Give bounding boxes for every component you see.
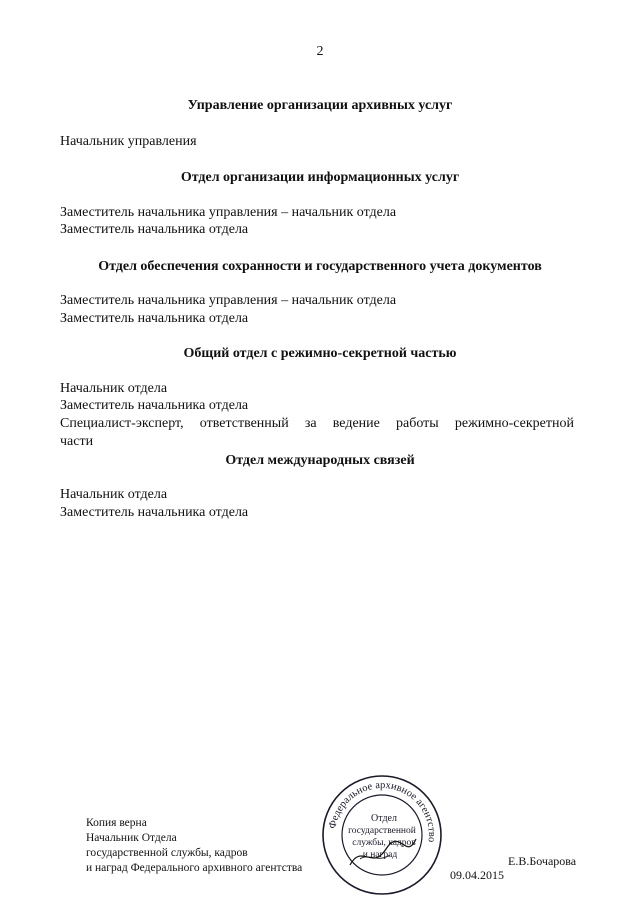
position-line: Заместитель начальника управления – начальник отдела: [60, 293, 397, 308]
certification-line: Копия верна: [86, 817, 147, 829]
position-line: Заместитель начальника отдела: [60, 505, 249, 520]
certifier-title-line: и наград Федерального архивного агентства: [86, 862, 303, 874]
stamp-center-line: государственной: [348, 826, 416, 836]
position-line: Заместитель начальника управления – начальник отдела: [60, 205, 397, 220]
certifier-title-line: государственной службы, кадров: [86, 847, 248, 859]
signer-name: Е.В.Бочарова: [508, 854, 577, 868]
position-line: Начальник отдела: [60, 487, 168, 502]
stamp-center-line: службы, кадров: [352, 838, 416, 848]
section-heading-preservation: Отдел обеспечения сохранности и государственного учета документов: [98, 259, 542, 274]
position-line: Заместитель начальника отдела: [60, 398, 249, 413]
stamp-ring-text: Федеральное архивное агентство: [327, 779, 438, 843]
position-line-justified: Специалист-эксперт, ответственный за ведение работы режимно-секретной: [60, 416, 574, 431]
position-line: Заместитель начальника отдела: [60, 222, 249, 237]
stamp-center-line: Отдел: [371, 813, 397, 824]
section-heading-archive-services: Управление организации архивных услуг: [187, 98, 453, 113]
stamp-center-line: и наград: [362, 850, 398, 860]
section-heading-international-relations: Отдел международных связей: [225, 453, 415, 468]
certification-date: 09.04.2015: [450, 868, 504, 882]
position-line: части: [60, 434, 94, 449]
position-line: Начальник отдела: [60, 381, 168, 396]
section-heading-information-services: Отдел организации информационных услуг: [180, 170, 460, 185]
position-line: Начальник управления: [60, 134, 197, 149]
certifier-title-line: Начальник Отдела: [86, 832, 177, 844]
section-heading-general-department: Общий отдел с режимно-секретной частью: [183, 346, 457, 361]
page-number: 2: [316, 44, 324, 59]
official-stamp: [320, 773, 444, 897]
position-line: Заместитель начальника отдела: [60, 311, 249, 326]
